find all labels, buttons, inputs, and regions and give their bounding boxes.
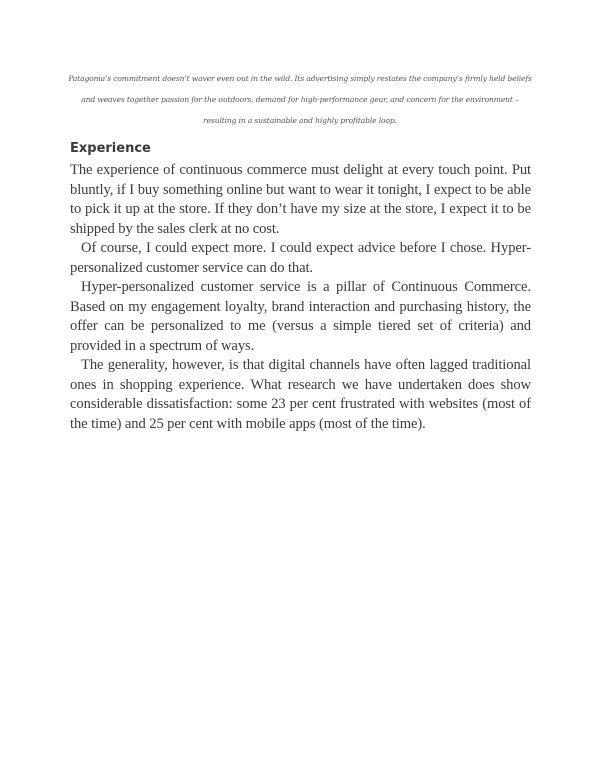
paragraph: Of course, I could expect more. I could expect advice before I chose. Hyper-personalized customer service can do that. [70,240,531,276]
paragraph: The generality, however, is that digital channels have often lagged traditional ones in shopping experience. What research we have undertaken does show considerable dissatisfaction: some 23 per cent frustrated with websites (most of the time) and 25 per cent with mobile apps (most of the time). [70,357,531,432]
section-body [70,161,531,434]
paragraph: The experience of continuous commerce must delight at every touch point. Put bluntly, if I buy something online but want to wear it tonight, I expect to be able to pick it up at the store. If they don’t have my size at the store, I expect it to be shipped by the sales clerk at no cost. [70,162,531,237]
paragraph: Hyper-personalized customer service is a pillar of Continuous Commerce. Based on my engagement loyalty, brand interaction and purchasing history, the offer can be personalized to me (versus a simple tiered set of criteria) and provided in a spectrum of ways. [70,279,531,354]
section-heading: Experience [70,141,151,156]
image-caption: Patagonia’s commitment doesn’t waver even out in the wild. Its advertising simply restates the company’s firmly held beliefs and weaves together passion for the outdoors, demand for high-performance gear, and concern for the environment – resulting in a sustainable and highly profitable loop. [68,74,532,125]
